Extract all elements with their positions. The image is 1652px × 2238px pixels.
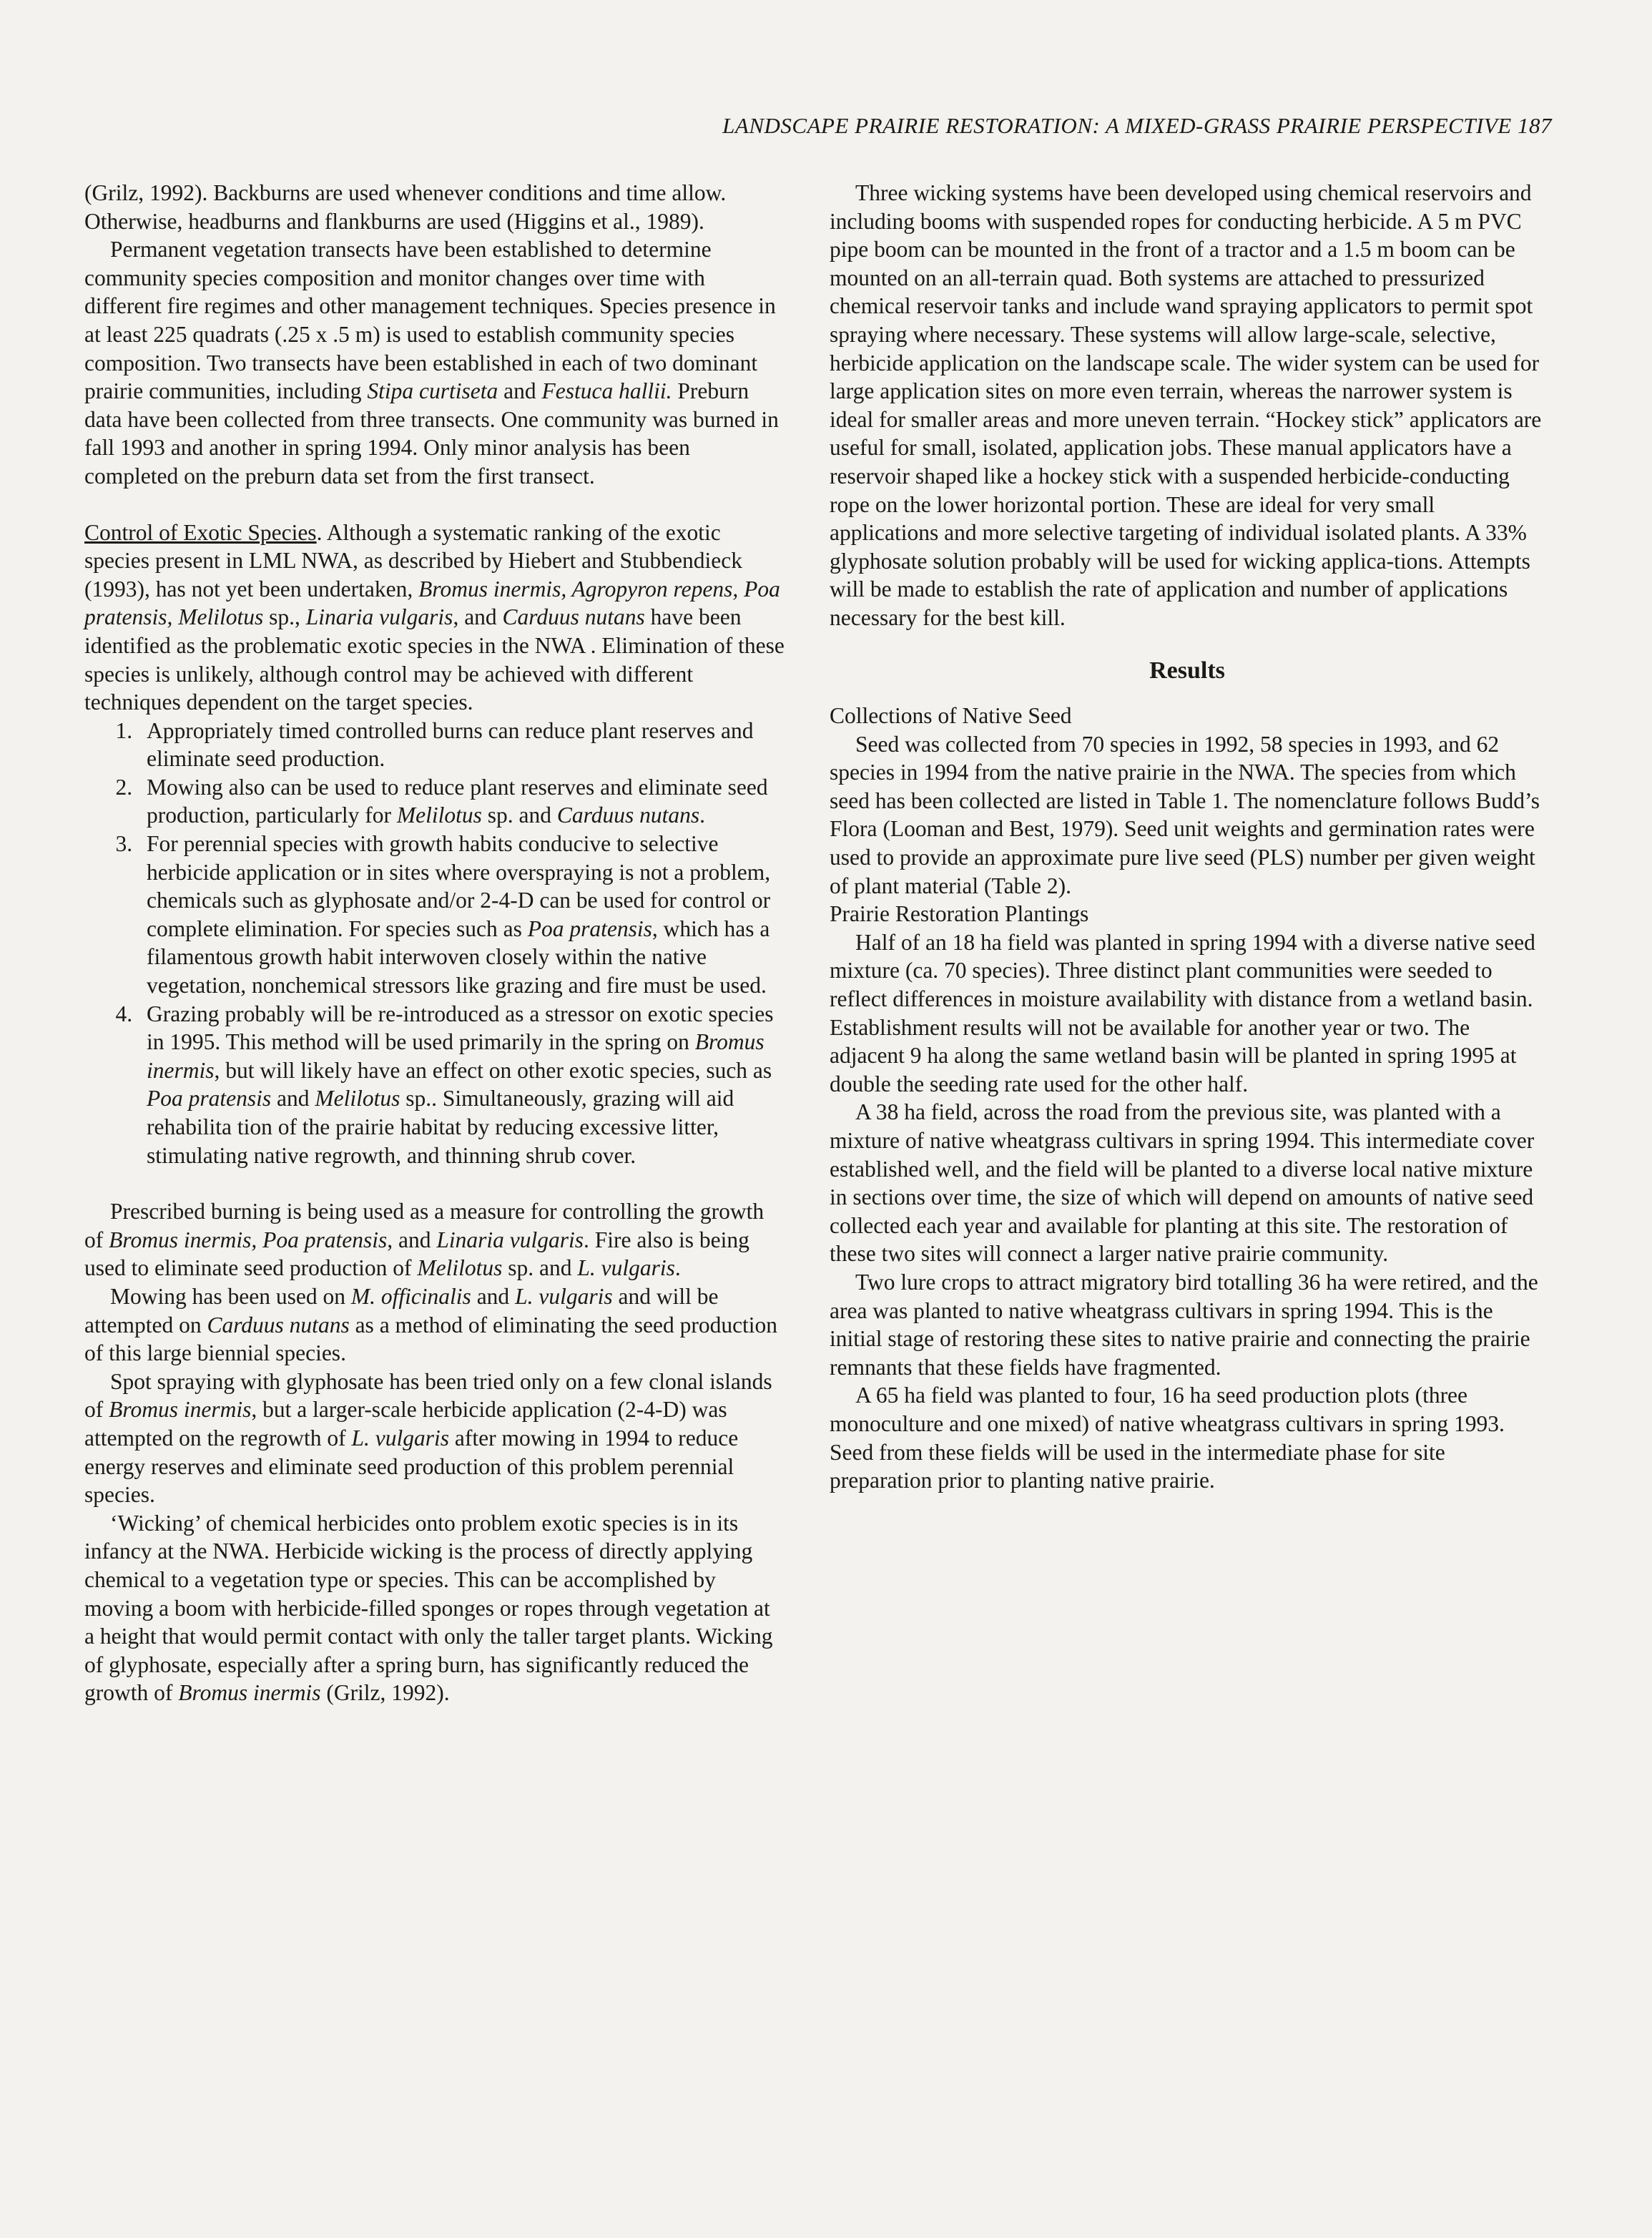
subheading-collections: Collections of Native Seed — [830, 703, 1072, 729]
paragraph-plantings-38ha: A 38 ha field, across the road from the previous site, was planted with a mixture of native wheatgrass cultivars in spring 1994. This intermediate cover established well, and the field will be planted to a diverse local native mixture in sections over time, the size of which will depend on amounts of native seed collected each year and available for planting at this site. The restoration of these two sites will connect a larger native prairie community. — [830, 1099, 1535, 1267]
section-heading-control-exotic: Control of Exotic Species — [84, 519, 317, 545]
paragraph-plantings-lure-crops: Two lure crops to attract migratory bird totalling 36 ha were retired, and the area was planted to native wheatgrass cultivars in spring 1994. This is the initial stage of restoring these sites to native prairie and connecting the prairie remnants that these fields have fragmented. — [830, 1269, 1538, 1380]
paragraph-wicking: ‘Wicking’ of chemical herbicides onto problem exotic species is in its infancy at the NWA. Herbicide wicking is the process of directly applying chemical to a vegetation type or species. This can be accomplished by moving a boom with herbicide-filled sponges or ropes through vegetation at a height that would permit contact with only the taller target plants. Wicking of glyphosate, especially after a spring burn, has significantly reduced the growth of Bromus inermis (Grilz, 1992). — [84, 1510, 773, 1706]
paragraph-plantings-65ha: A 65 ha field was planted to four, 16 ha seed production plots (three monoculture and one mixed) of native wheatgrass cultivars in spring 1993. Seed from these fields will be used in the intermediate phase for site preparation prior to planting native prairie. — [830, 1383, 1505, 1493]
subheading-plantings: Prairie Restoration Plantings — [830, 901, 1089, 927]
left-column — [84, 179, 785, 1707]
paragraph-vegetation-transects: Permanent vegetation transects have been established to determine community species composition and monitor changes over time with different fire regimes and other management techniques. Species presence in at least 225 quadrats (.25 x .5 m) is used to establish community species composition. Two transects have been established in each of two dominant prairie communities, including Stipa curtiseta and Festuca hallii. Preburn data have been collected from three transects. One community was burned in fall 1993 and another in spring 1994. Only minor analysis has been completed on the preburn data set from the first transect. — [84, 237, 779, 489]
paragraph-collections: Seed was collected from 70 species in 1992, 58 species in 1993, and 62 species in 1994 from the native prairie in the NWA. The species from which seed has been collected are listed in Table 1. The nomenclature follows Budd’s Flora (Looman and Best, 1979). Seed unit weights and germination rates were used to provide an approximate pure live seed (PLS) number per given weight of plant material (Table 2). — [830, 731, 1540, 898]
section-heading-results: Results — [1149, 657, 1225, 684]
page-number: 187 — [1518, 113, 1552, 138]
running-title: LANDSCAPE PRAIRIE RESTORATION: A MIXED-GRASS PRAIRIE PERSPECTIVE — [722, 113, 1512, 138]
list-item-herbicide: 3. For perennial species with growth habits conducive to selective herbicide application or in sites where overspraying is not a problem, chemicals such as glyphosate and/or 2-4-D can be used for control or complete elimination. For species such as Poa pratensis, which has a filamentous growth habit interwoven closely within the native vegetation, nonchemical stressors like grazing and fire must be used. — [138, 830, 785, 1000]
paragraph-mowing: Mowing has been used on M. officinalis and L. vulgaris and will be attempted on Carduus nutans as a method of eliminating the seed production of this large biennial species. — [84, 1283, 778, 1366]
list-item-mowing: 2. Mowing also can be used to reduce plant reserves and eliminate seed production, particularly for Melilotus sp. and Carduus nutans. — [138, 773, 785, 830]
paragraph-control-exotic-species: Control of Exotic Species. Although a systematic ranking of the exotic species present in LML NWA, as described by Hiebert and Stubbendieck (1993), has not yet been undertaken, Bromus inermis, Agropyron repens, Poa pratensis, Melilotus sp., Linaria vulgaris, and Carduus nutans have been identified as the problematic exotic species in the NWA . Elimination of these species is unlikely, although control may be achieved with different techniques dependent on the target species. — [84, 519, 785, 715]
running-header — [608, 113, 1552, 139]
list-item-burns: 1. Appropriately timed controlled burns can reduce plant reserves and eliminate seed production. — [138, 717, 785, 773]
paragraph-backburns: (Grilz, 1992). Backburns are used whenever conditions and time allow. Otherwise, headburns and flankburns are used (Higgins et al., 1989). — [84, 180, 727, 234]
paragraph-plantings-18ha: Half of an 18 ha field was planted in spring 1994 with a diverse native seed mixture (ca. 70 species). Three distinct plant communities were seeded to reflect differences in moisture availability with distance from a wetland basin. Establishment results will not be available for another year or two. The adjacent 9 ha along the same wetland basin will be planted in spring 1995 at double the seeding rate used for the other half. — [830, 929, 1535, 1096]
list-item-grazing: 4. Grazing probably will be re-introduced as a stressor on exotic species in 1995. This method will be used primarily in the spring on Bromus inermis, but will likely have an effect on other exotic species, such as Poa pratensis and Melilotus sp.. Simultaneously, grazing will aid rehabilita tion of the prairie habitat by reducing excessive litter, stimulating native regrowth, and thinning shrub cover. — [138, 1000, 785, 1170]
control-techniques-list — [84, 717, 785, 1170]
right-column — [830, 179, 1545, 1495]
paragraph-wicking-systems: Three wicking systems have been developed using chemical reservoirs and including booms with suspended ropes for conducting herbicide. A 5 m PVC pipe boom can be mounted in the front of a tractor and a 1.5 m boom can be mounted on an all-terrain quad. Both systems are attached to pressurized chemical reservoir tanks and include wand spraying applicators to permit spot spraying where necessary. These systems will allow large-scale, selective, herbicide application on the landscape scale. The wider system can be used for large application sites on more even terrain, whereas the narrower system is ideal for smaller areas and more uneven terrain. “Hockey stick” applicators are useful for small, isolated, application jobs. These manual applicators have a reservoir shaped like a hockey stick with a suspended herbicide-conducting rope on the lower horizontal portion. These are ideal for very small applications and more selective targeting of individual isolated plants. A 33% glyphosate solution probably will be used for wicking applica-tions. Attempts will be made to establish the rate of application and number of applications necessary for the best kill. — [830, 180, 1542, 630]
paragraph-spot-spraying: Spot spraying with glyphosate has been tried only on a few clonal islands of Bromus inermis, but a larger-scale herbicide application (2-4-D) was attempted on the regrowth of L. vulgaris after mowing in 1994 to reduce energy reserves and eliminate seed production of this problem perennial species. — [84, 1368, 772, 1508]
paragraph-prescribed-burning: Prescribed burning is being used as a measure for controlling the growth of Bromus inermis, Poa pratensis, and Linaria vulgaris. Fire also is being used to eliminate seed production of Melilotus sp. and L. vulgaris. — [84, 1199, 764, 1281]
